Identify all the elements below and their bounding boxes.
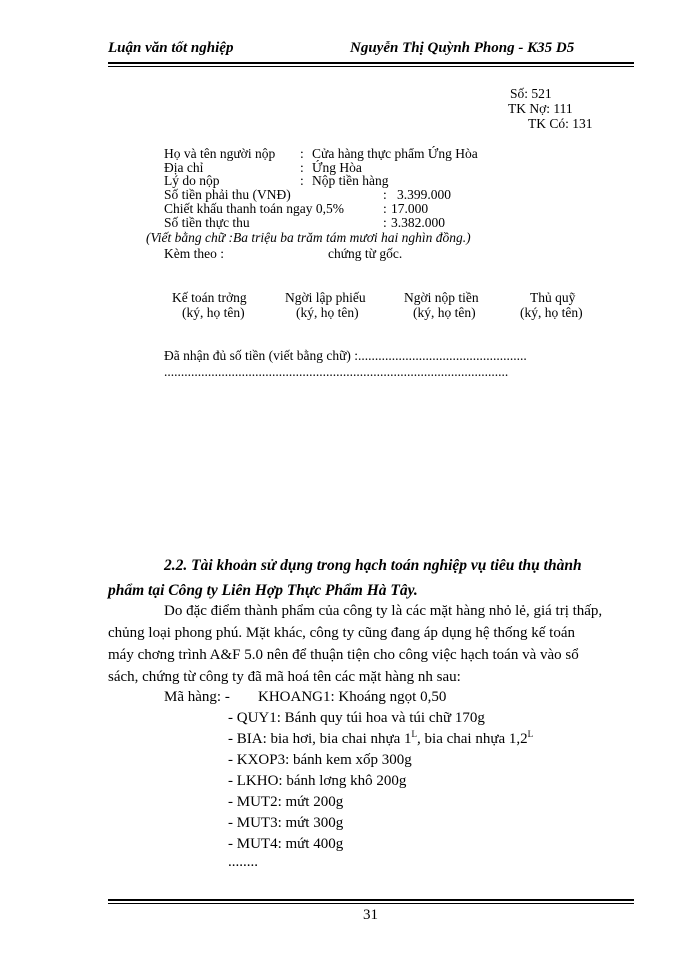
- amount-in-words: (Viết bằng chữ :Ba triệu ba trăm tám mươi hai nghìn đồng.): [146, 230, 471, 245]
- section-heading-line-1: 2.2. Tài khoản sử dụng trong hạch toán nghiệp vụ tiêu thụ thành: [164, 557, 582, 574]
- payer-name-sep: :: [300, 146, 304, 161]
- code-item-4: - KXOP3: bánh kem xốp 300g: [228, 752, 412, 768]
- code-item-3-sup-2: L: [527, 729, 534, 739]
- signature-sub-preparer: (ký, họ tên): [296, 305, 359, 320]
- code-item-1: KHOANG1: Khoáng ngọt 0,50: [258, 689, 447, 705]
- footer-rule-thick: [108, 899, 634, 901]
- code-item-3-sup-1: L: [411, 729, 418, 739]
- address-sep: :: [300, 160, 304, 175]
- received-line-2: ......................................................................................................: [164, 364, 509, 379]
- signature-title-payer: Ngời nộp tiền: [404, 290, 479, 305]
- page-number: 31: [363, 907, 378, 923]
- amount-due-sep: :: [383, 187, 387, 202]
- footer-rule-thin: [108, 903, 634, 904]
- discount-value: 17.000: [391, 201, 429, 216]
- code-item-2: - QUY1: Bánh quy túi hoa và túi chữ 170g: [228, 710, 485, 726]
- paragraph-line-4: sách, chứng từ công ty đã mã hoá tên các mặt hàng nh sau:: [108, 669, 461, 685]
- code-item-6-text: MUT2: mứt 200g: [236, 794, 344, 810]
- code-item-4-text: KXOP3: bánh kem xốp 300g: [236, 752, 412, 768]
- credit-account: TK Có: 131: [528, 116, 593, 131]
- payer-name-value: Cửa hàng thực phẩm Ứng Hòa: [312, 146, 478, 161]
- signature-sub-accountant: (ký, họ tên): [182, 305, 245, 320]
- signature-title-preparer: Ngời lập phiếu: [285, 290, 366, 305]
- payer-name-label: Họ và tên người nộp: [164, 146, 276, 161]
- discount-label: Chiết khấu thanh toán ngay 0,5%: [164, 201, 344, 216]
- code-item-7-text: MUT3: mứt 300g: [236, 815, 344, 831]
- code-item-2-text: QUY1: Bánh quy túi hoa và túi chữ 170g: [236, 710, 485, 726]
- address-value: Ứng Hòa: [312, 160, 362, 175]
- actual-amount-label: Số tiền thực thu: [164, 215, 250, 230]
- attached-value: chứng từ gốc.: [328, 246, 403, 261]
- paragraph-line-3: máy chơng trình A&F 5.0 nên để thuận tiện cho công việc hạch toán và vào sổ: [108, 647, 579, 663]
- receipt-number: Số: 521: [510, 86, 552, 101]
- code-item-3: - BIA: bia hơi, bia chai nhựa $1^L$, bia chai nhựa $1,2^L$: [228, 729, 534, 747]
- code-item-3-mid: , bia chai nhựa 1,2: [417, 731, 528, 747]
- code-item-5-text: LKHO: bánh lơng khô 200g: [236, 773, 407, 789]
- code-item-7: - MUT3: mứt 300g: [228, 815, 344, 831]
- amount-due-value: 3.399.000: [397, 187, 451, 202]
- signature-title-cashier: Thủ quỹ: [530, 290, 576, 305]
- paragraph-line-1: Do đặc điểm thành phẩm của công ty là các mặt hàng nhỏ lẻ, giá trị thấp,: [164, 603, 603, 619]
- header-rule-thin: [108, 66, 634, 67]
- paragraph-line-2: chủng loại phong phú. Mặt khác, công ty cũng đang áp dụng hệ thống kế toán: [108, 625, 575, 641]
- reason-sep: :: [300, 173, 304, 188]
- actual-amount-sep: :: [383, 215, 387, 230]
- code-ellipsis: ........: [228, 854, 258, 870]
- code-item-3-text: BIA: bia hơi, bia chai nhựa 1: [236, 731, 412, 747]
- reason-value: Nộp tiền hàng: [312, 173, 389, 188]
- codes-label: Mã hàng: -: [164, 689, 230, 705]
- code-item-8-text: MUT4: mứt 400g: [236, 836, 344, 852]
- address-label: Địa chỉ: [164, 160, 204, 175]
- code-item-6: - MUT2: mứt 200g: [228, 794, 344, 810]
- amount-due-label: Số tiền phải thu (VNĐ): [164, 187, 291, 202]
- debit-account: TK Nợ: 111: [508, 101, 573, 116]
- code-item-5: - LKHO: bánh lơng khô 200g: [228, 773, 407, 789]
- signature-sub-payer: (ký, họ tên): [413, 305, 476, 320]
- header-right: Nguyễn Thị Quỳnh Phong - K35 D5: [350, 40, 575, 56]
- signature-title-accountant: Kế toán trởng: [172, 290, 247, 305]
- discount-sep: :: [383, 201, 387, 216]
- received-line-1: Đã nhận đủ số tiền (viết bằng chữ) :..................................................: [164, 348, 527, 363]
- actual-amount-value: 3.382.000: [391, 215, 445, 230]
- code-item-8: - MUT4: mứt 400g: [228, 836, 344, 852]
- header-rule-thick: [108, 62, 634, 64]
- signature-sub-cashier: (ký, họ tên): [520, 305, 583, 320]
- attached-label: Kèm theo :: [164, 246, 224, 261]
- reason-label: Lý do nộp: [164, 173, 220, 188]
- section-heading-line-2: phẩm tại Công ty Liên Hợp Thực Phẩm Hà Tây.: [108, 582, 418, 599]
- header-left: Luận văn tốt nghiệp: [108, 40, 234, 56]
